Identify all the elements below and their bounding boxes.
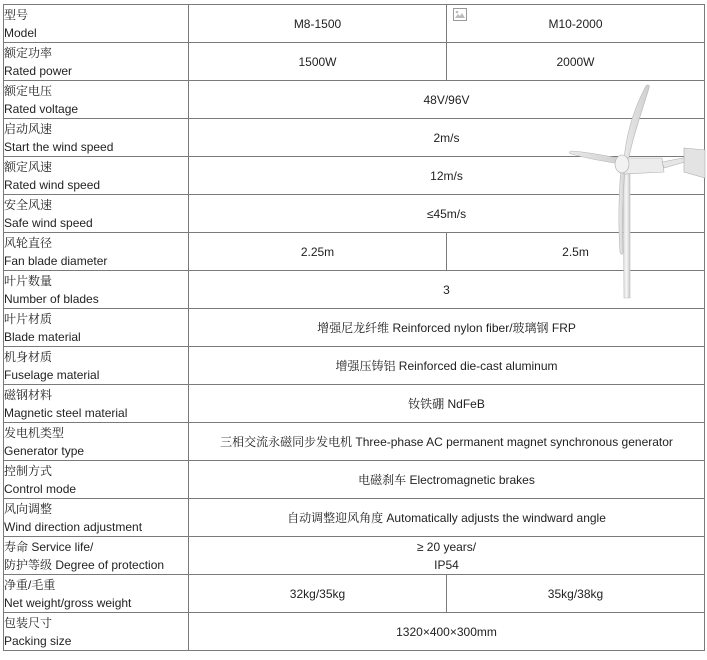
table-row: 额定风速 Rated wind speed 12m/s — [4, 157, 705, 195]
spec-table — [3, 4, 705, 651]
row-label — [4, 5, 189, 43]
table-row: 安全风速 Safe wind speed ≤45m/s — [4, 195, 705, 233]
model-a: M8-1500 — [189, 5, 447, 43]
label-cn: 型号 — [4, 7, 29, 22]
value-a: 1500W — [189, 43, 447, 81]
value-a: 2.25m — [189, 233, 447, 271]
model-b: M10-2000 — [447, 5, 705, 43]
table-row: 风向调整 Wind direction adjustment 自动调整迎风角度 Automatically adjusts the windward angle — [4, 499, 705, 537]
table-row: 磁钢材料 Magnetic steel material 钕铁硼 NdFeB — [4, 385, 705, 423]
table-row: 净重/毛重 Net weight/gross weight 32kg/35kg 35kg/38kg — [4, 575, 705, 613]
table-row: 机身材质 Fuselage material 增强压铸铝 Reinforced die-cast aluminum — [4, 347, 705, 385]
value-b: 2000W — [447, 43, 705, 81]
table-row: 风轮直径 Fan blade diameter 2.25m 2.5m — [4, 233, 705, 271]
value-a: 32kg/35kg — [189, 575, 447, 613]
value: 自动调整迎风角度 Automatically adjusts the windward angle — [189, 499, 705, 537]
table-row-model — [4, 5, 705, 43]
table-row: 额定电压 Rated voltage 48V/96V — [4, 81, 705, 119]
table-row: 发电机类型 Generator type 三相交流永磁同步发电机 Three-phase AC permanent magnet synchronous generator — [4, 423, 705, 461]
value: 增强压铸铝 Reinforced die-cast aluminum — [189, 347, 705, 385]
value: 1320×400×300mm — [189, 613, 705, 651]
table-row: 叶片数量 Number of blades 3 — [4, 271, 705, 309]
value: 三相交流永磁同步发电机 Three-phase AC permanent magnet synchronous generator — [189, 423, 705, 461]
table-row: 额定功率 Rated power 1500W 2000W — [4, 43, 705, 81]
table-row: 包装尺寸 Packing size 1320×400×300mm — [4, 613, 705, 651]
table-row: 控制方式 Control mode 电磁刹车 Electromagnetic brakes — [4, 461, 705, 499]
value: 电磁刹车 Electromagnetic brakes — [189, 461, 705, 499]
value: ≥ 20 years/ IP54 — [189, 537, 705, 575]
value: ≤45m/s — [189, 195, 705, 233]
table-row: 叶片材质 Blade material 增强尼龙纤维 Reinforced nylon fiber/玻璃钢 FRP — [4, 309, 705, 347]
image-placeholder-icon — [453, 8, 467, 21]
label-en: Model — [4, 25, 37, 40]
value: 钕铁硼 NdFeB — [189, 385, 705, 423]
table-row: 寿命 Service life/ 防护等级 Degree of protection ≥ 20 years/ IP54 — [4, 537, 705, 575]
value: 2m/s — [189, 119, 705, 157]
value: 3 — [189, 271, 705, 309]
table-row: 启动风速 Start the wind speed 2m/s — [4, 119, 705, 157]
value: 增强尼龙纤维 Reinforced nylon fiber/玻璃钢 FRP — [189, 309, 705, 347]
value: 48V/96V — [189, 81, 705, 119]
value-b: 35kg/38kg — [447, 575, 705, 613]
value: 12m/s — [189, 157, 705, 195]
value-b: 2.5m — [447, 233, 705, 271]
